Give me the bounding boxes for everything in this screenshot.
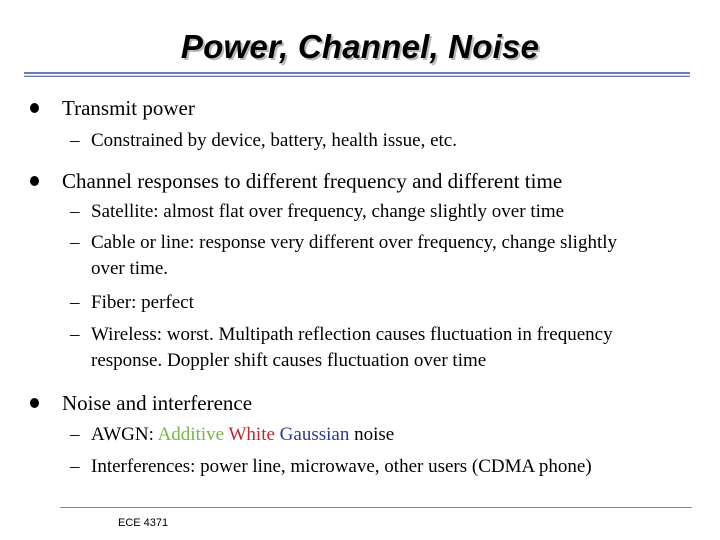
sub-bullet-text: Wireless: worst. Multipath reflection causes fluctuation in frequency response. Doppler shift causes fluctuation over time (91, 324, 613, 371)
bullet-text: Transmit power (62, 96, 195, 120)
title-divider (24, 72, 690, 77)
slide-title: Power, Channel, Noise (180, 28, 540, 65)
bullet-text: Noise and interference (62, 391, 253, 415)
dash-icon: – (70, 456, 80, 477)
dash-icon: – (70, 424, 80, 445)
bullet-dot-icon (30, 103, 39, 113)
awgn-additive: Additive (157, 424, 225, 445)
dash-icon: – (70, 130, 80, 151)
sub-bullet-text (91, 422, 691, 448)
awgn-white: White (228, 424, 275, 445)
bullet-dot-icon (30, 398, 39, 408)
sub-bullet-text: Interferences: power line, microwave, other users (CDMA phone) (91, 456, 592, 477)
bullet-dot-icon (30, 176, 39, 186)
sub-bullet-text: Satellite: almost flat over frequency, change slightly over time (91, 201, 565, 222)
dash-icon: – (70, 324, 80, 345)
awgn-suffix: noise (354, 424, 395, 445)
bullet-text: Channel responses to different frequency and different time (62, 169, 563, 193)
sub-bullet-text: Constrained by device, battery, health issue, etc. (91, 130, 457, 151)
dash-icon: – (70, 292, 80, 313)
awgn-prefix: AWGN: (91, 424, 158, 445)
awgn-gaussian: Gaussian (279, 424, 350, 445)
sub-bullet-text: Cable or line: response very different over frequency, change slightly over time. (91, 232, 618, 279)
footer-course-label: ECE 4371 (118, 517, 169, 529)
dash-icon: – (70, 232, 80, 253)
footer-divider (60, 507, 692, 508)
dash-icon: – (70, 201, 80, 222)
sub-bullet-text: Fiber: perfect (91, 292, 194, 313)
